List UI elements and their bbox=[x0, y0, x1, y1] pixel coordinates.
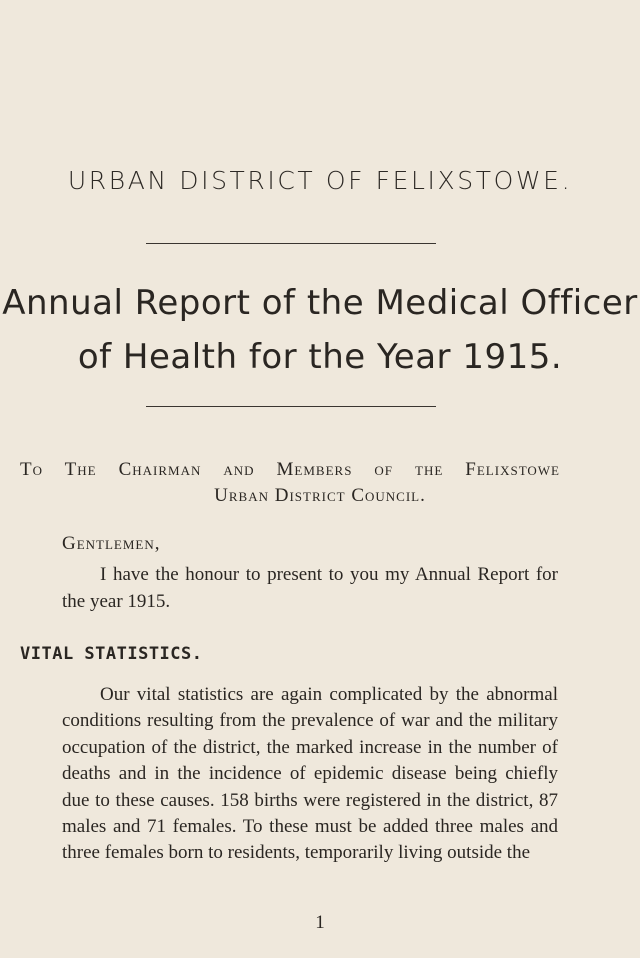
intro-paragraph-text: I have the honour to present to you my Annual Report for the year 1915. bbox=[62, 564, 558, 612]
address-line-2: Urban District Council. bbox=[214, 485, 426, 506]
page-number: 1 bbox=[315, 912, 325, 933]
vital-statistics-paragraph bbox=[62, 682, 558, 867]
report-title-line-2: of Health for the Year 1915. bbox=[77, 337, 563, 377]
section-heading-vital-statistics: VITAL STATISTICS. bbox=[20, 644, 203, 664]
vital-statistics-paragraph-text: Our vital statistics are again complicated by the abnormal conditions resulting from the prevalence of war and the military occupation of the district, the marked increase in the number of deaths and in the incidence of epidemic disease being chiefly due to these causes. 158 births were registered in the district, 87 males and 71 females. To these must be added three males and three females born to residents, temporarily living outside the bbox=[62, 684, 558, 864]
address-line-1: To The Chairman and Members of the Felixstowe bbox=[20, 459, 560, 480]
intro-paragraph bbox=[62, 562, 558, 615]
salutation: Gentlemen, bbox=[62, 533, 161, 554]
divider-rule-bottom bbox=[146, 406, 436, 407]
report-title-line-1: Annual Report of the Medical Officer bbox=[2, 283, 638, 323]
divider-rule-top bbox=[146, 243, 436, 244]
district-heading: URBAN DISTRICT OF FELIXSTOWE. bbox=[67, 166, 573, 195]
